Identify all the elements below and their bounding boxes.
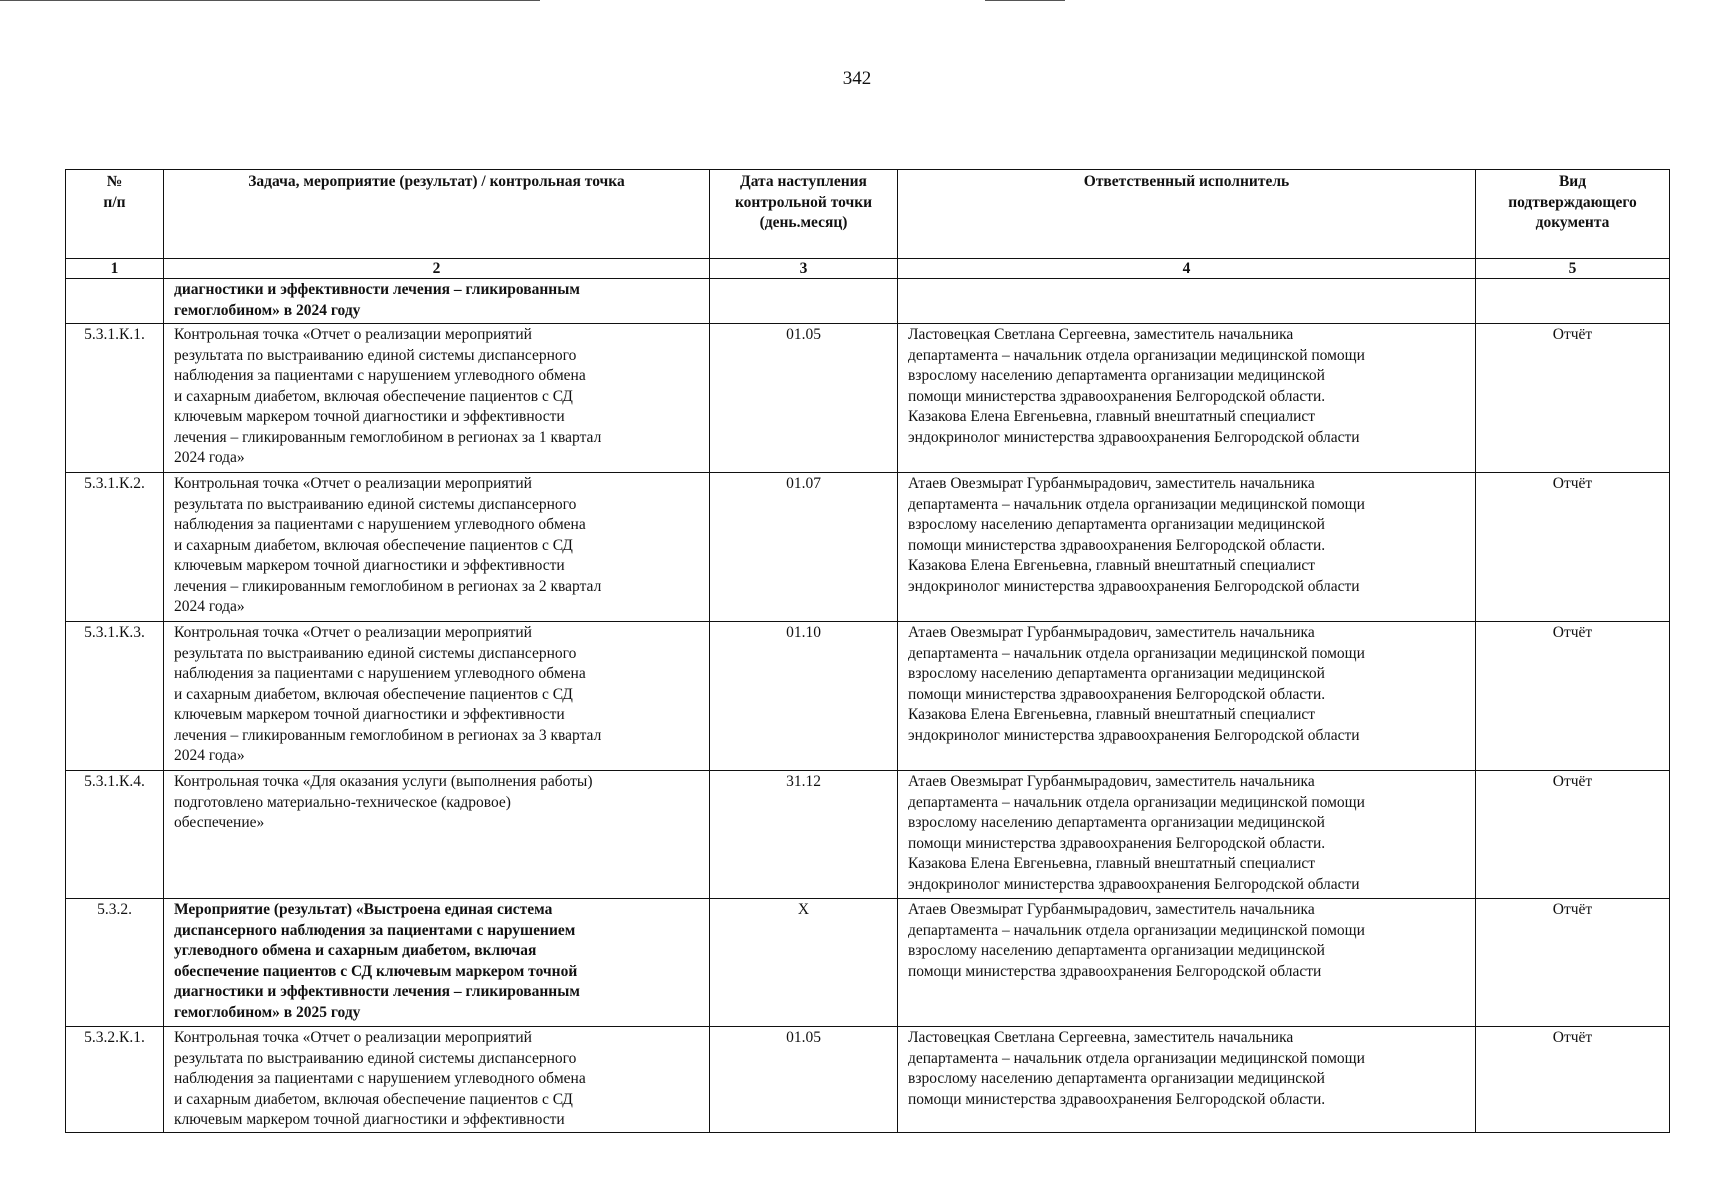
column-number-3: 3 <box>710 259 898 279</box>
row-number: 5.3.2. <box>66 899 164 1027</box>
row-date: 01.10 <box>710 622 898 771</box>
column-number-5: 5 <box>1476 259 1670 279</box>
column-number-1: 1 <box>66 259 164 279</box>
table-row <box>66 771 1670 899</box>
header-task: Задача, мероприятие (результат) / контрольная точка <box>164 170 710 259</box>
page-number: 342 <box>842 68 872 89</box>
table-row <box>66 622 1670 771</box>
row-date: 01.05 <box>710 1027 898 1133</box>
row-executor: Атаев Овезмырат Гурбанмырадович, заместитель начальника департамента – начальник отдела организации медицинской помощи взрослому населению департамента организации медицинской помощи министерства здравоохранения Белгородской области. Казакова Елена Евгеньевна, главный внештатный специалист эндокринолог министерства здравоохранения Белгородской области <box>898 473 1476 622</box>
row-number: 5.3.1.К.3. <box>66 622 164 771</box>
row-number: 5.3.1.К.2. <box>66 473 164 622</box>
table-row <box>66 279 1670 324</box>
row-document-type <box>1476 279 1670 324</box>
row-document-type: Отчёт <box>1476 622 1670 771</box>
row-date: X <box>710 899 898 1027</box>
row-task: Контрольная точка «Для оказания услуги (выполнения работы) подготовлено материально-техническое (кадровое) обеспечение» <box>164 771 710 899</box>
row-executor <box>898 279 1476 324</box>
table-row <box>66 899 1670 1027</box>
row-date: 31.12 <box>710 771 898 899</box>
row-date: 01.07 <box>710 473 898 622</box>
row-task: Мероприятие (результат) «Выстроена единая система диспансерного наблюдения за пациентами с нарушением углеводного обмена и сахарным диабетом, включая обеспечение пациентов с СД ключевым маркером точной диагностики и эффективности лечения – гликированным гемоглобином» в 2025 году <box>164 899 710 1027</box>
row-task: Контрольная точка «Отчет о реализации мероприятий результата по выстраиванию единой системы диспансерного наблюдения за пациентами с нарушением углеводного обмена и сахарным диабетом, включая обеспечение пациентов с СД ключевым маркером точной диагностики и эффективности лечения – гликированным гемоглобином в регионах за 3 квартал 2024 года» <box>164 622 710 771</box>
column-number-row <box>66 259 1670 279</box>
column-number-4: 4 <box>898 259 1476 279</box>
scan-edge-line-right <box>985 0 1065 1</box>
row-number: 5.3.1.К.1. <box>66 324 164 473</box>
row-task: Контрольная точка «Отчет о реализации мероприятий результата по выстраиванию единой системы диспансерного наблюдения за пациентами с нарушением углеводного обмена и сахарным диабетом, включая обеспечение пациентов с СД ключевым маркером точной диагностики и эффективности лечения – гликированным гемоглобином в регионах за 1 квартал 2024 года» <box>164 324 710 473</box>
row-document-type: Отчёт <box>1476 473 1670 622</box>
row-executor: Атаев Овезмырат Гурбанмырадович, заместитель начальника департамента – начальник отдела организации медицинской помощи взрослому населению департамента организации медицинской помощи министерства здравоохранения Белгородской области <box>898 899 1476 1027</box>
row-executor: Ластовецкая Светлана Сергеевна, заместитель начальника департамента – начальник отдела организации медицинской помощи взрослому населению департамента организации медицинской помощи министерства здравоохранения Белгородской области. <box>898 1027 1476 1133</box>
row-executor: Ластовецкая Светлана Сергеевна, заместитель начальника департамента – начальник отдела организации медицинской помощи взрослому населению департамента организации медицинской помощи министерства здравоохранения Белгородской области. Казакова Елена Евгеньевна, главный внештатный специалист эндокринолог министерства здравоохранения Белгородской области <box>898 324 1476 473</box>
row-number: 5.3.1.К.4. <box>66 771 164 899</box>
scan-edge-line-left <box>0 0 540 1</box>
plan-table <box>65 169 1670 1133</box>
row-document-type: Отчёт <box>1476 771 1670 899</box>
row-document-type: Отчёт <box>1476 324 1670 473</box>
row-task: Контрольная точка «Отчет о реализации мероприятий результата по выстраиванию единой системы диспансерного наблюдения за пациентами с нарушением углеводного обмена и сахарным диабетом, включая обеспечение пациентов с СД ключевым маркером точной диагностики и эффективности лечения – гликированным гемоглобином в регионах за 2 квартал 2024 года» <box>164 473 710 622</box>
row-task: Контрольная точка «Отчет о реализации мероприятий результата по выстраиванию единой системы диспансерного наблюдения за пациентами с нарушением углеводного обмена и сахарным диабетом, включая обеспечение пациентов с СД ключевым маркером точной диагностики и эффективности <box>164 1027 710 1133</box>
row-executor: Атаев Овезмырат Гурбанмырадович, заместитель начальника департамента – начальник отдела организации медицинской помощи взрослому населению департамента организации медицинской помощи министерства здравоохранения Белгородской области. Казакова Елена Евгеньевна, главный внештатный специалист эндокринолог министерства здравоохранения Белгородской области <box>898 622 1476 771</box>
header-executor: Ответственный исполнитель <box>898 170 1476 259</box>
table-row <box>66 324 1670 473</box>
row-number <box>66 279 164 324</box>
column-number-2: 2 <box>164 259 710 279</box>
row-date: 01.05 <box>710 324 898 473</box>
row-number: 5.3.2.К.1. <box>66 1027 164 1133</box>
header-document: Вид подтверждающего документа <box>1476 170 1670 259</box>
header-number: № п/п <box>66 170 164 259</box>
table-row <box>66 473 1670 622</box>
header-date: Дата наступления контрольной точки (день.месяц) <box>710 170 898 259</box>
table-row <box>66 1027 1670 1133</box>
row-executor: Атаев Овезмырат Гурбанмырадович, заместитель начальника департамента – начальник отдела организации медицинской помощи взрослому населению департамента организации медицинской помощи министерства здравоохранения Белгородской области. Казакова Елена Евгеньевна, главный внештатный специалист эндокринолог министерства здравоохранения Белгородской области <box>898 771 1476 899</box>
row-task: диагностики и эффективности лечения – гликированным гемоглобином» в 2024 году <box>164 279 710 324</box>
row-document-type: Отчёт <box>1476 899 1670 1027</box>
row-document-type: Отчёт <box>1476 1027 1670 1133</box>
header-row <box>66 170 1670 259</box>
row-date <box>710 279 898 324</box>
